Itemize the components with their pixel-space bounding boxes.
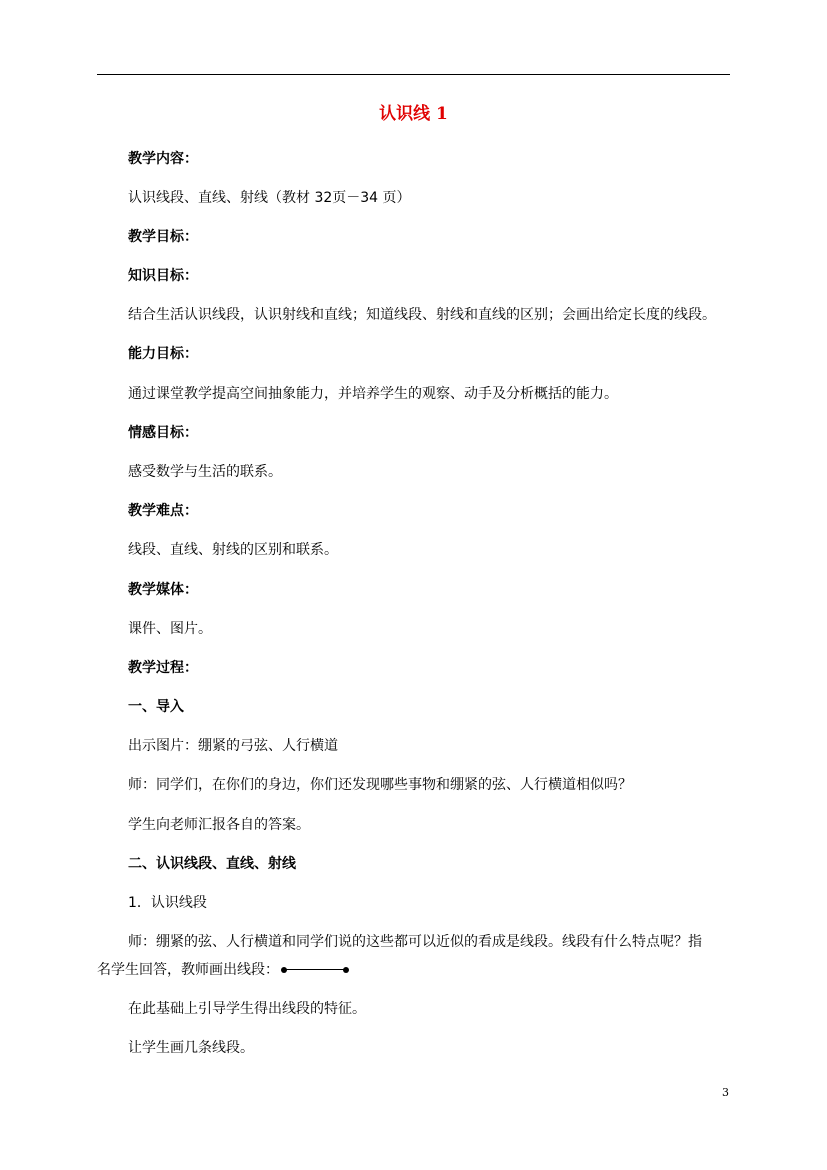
part2-heading: 二、认识线段、直线、射线 [128, 856, 296, 872]
content-text: 认识线段、直线、射线（教材 32页－34 页） [128, 190, 411, 206]
section-heading-knowledge: 知识目标： [128, 268, 198, 284]
difficulty-text: 线段、直线、射线的区别和联系。 [128, 542, 338, 558]
media-text: 课件、图片。 [128, 621, 212, 637]
segment-endpoint-left [281, 967, 287, 973]
section-heading-emotion: 情感目标： [128, 425, 198, 441]
header-rule [97, 74, 730, 75]
document-title: 认识线 1 [379, 104, 448, 124]
ability-text: 通过课堂教学提高空间抽象能力，并培养学生的观察、动手及分析概括的能力。 [128, 386, 618, 402]
part1-line-2: 师：同学们，在你们的身边，你们还发现哪些事物和绷紧的弦、人行横道相似吗？ [128, 777, 632, 793]
section-heading-media: 教学媒体： [128, 582, 198, 598]
part2-paragraph-line-2 [97, 960, 349, 980]
section-heading-content: 教学内容： [128, 151, 198, 167]
section-heading-process: 教学过程： [128, 660, 198, 676]
part2-paragraph-line-2-text: 名学生回答，教师画出线段： [97, 962, 279, 978]
part2-line-3: 在此基础上引导学生得出线段的特征。 [128, 1001, 366, 1017]
knowledge-text: 结合生活认识线段，认识射线和直线；知道线段、射线和直线的区别；会画出给定长度的线段。 [128, 307, 716, 323]
section-heading-difficulty: 教学难点： [128, 503, 198, 519]
emotion-text: 感受数学与生活的联系。 [128, 464, 282, 480]
line-segment-figure [281, 965, 349, 975]
part1-heading: 一、导入 [128, 699, 184, 715]
part1-line-1: 出示图片：绷紧的弓弦、人行横道 [128, 738, 338, 754]
segment-bar [284, 969, 346, 970]
part1-line-3: 学生向老师汇报各自的答案。 [128, 817, 310, 833]
part2-line-4: 让学生画几条线段。 [128, 1040, 254, 1056]
page-number: 3 [722, 1086, 729, 1099]
section-heading-ability: 能力目标： [128, 346, 198, 362]
part2-subheading-1: 1．认识线段 [128, 895, 207, 911]
segment-endpoint-right [343, 967, 349, 973]
part2-paragraph-line-1: 师：绷紧的弦、人行横道和同学们说的这些都可以近似的看成是线段。线段有什么特点呢？指 [128, 934, 702, 950]
section-heading-goals: 教学目标： [128, 229, 198, 245]
